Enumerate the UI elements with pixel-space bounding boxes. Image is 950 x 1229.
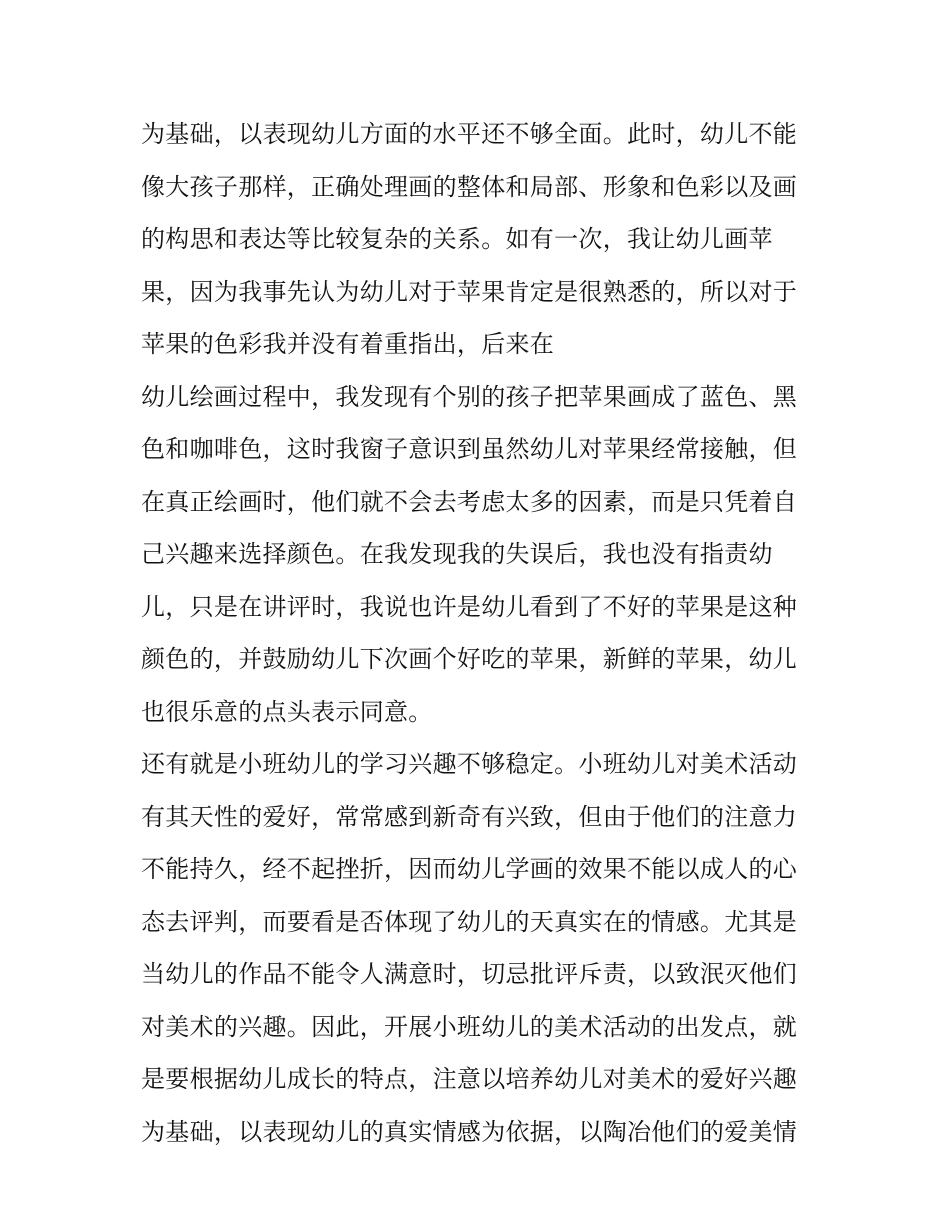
text-line: 颜色的，并鼓励幼儿下次画个好吃的苹果，新鲜的苹果，幼儿 bbox=[141, 645, 798, 673]
text-line: 儿，只是在讲评时，我说也许是幼儿看到了不好的苹果是这种 bbox=[141, 592, 798, 621]
text-line: 还有就是小班幼儿的学习兴趣不够稳定。小班幼儿对美术活动 bbox=[141, 750, 798, 778]
text-line: 是要根据幼儿成长的特点，注意以培养幼儿对美术的爱好兴趣 bbox=[141, 1065, 798, 1093]
text-line: 为基础，以表现幼儿的真实情感为依据，以陶冶他们的爱美情 bbox=[141, 1117, 798, 1146]
body-text bbox=[141, 108, 821, 1158]
text-line: 对美术的兴趣。因此，开展小班幼儿的美术活动的出发点，就 bbox=[141, 1012, 798, 1041]
text-line: 幼儿绘画过程中，我发现有个别的孩子把苹果画成了蓝色、黑 bbox=[141, 382, 798, 411]
text-line: 态去评判，而要看是否体现了幼儿的天真实在的情感。尤其是 bbox=[141, 907, 798, 936]
text-line: 在真正绘画时，他们就不会去考虑太多的因素，而是只凭着自 bbox=[141, 487, 798, 516]
text-line: 不能持久，经不起挫折，因而幼儿学画的效果不能以成人的心 bbox=[141, 855, 798, 883]
text-line: 果，因为我事先认为幼儿对于苹果肯定是很熟悉的，所以对于 bbox=[141, 277, 798, 306]
text-line: 像大孩子那样，正确处理画的整体和局部、形象和色彩以及画 bbox=[141, 172, 798, 201]
text-line: 为基础，以表现幼儿方面的水平还不够全面。此时，幼儿不能 bbox=[141, 120, 798, 148]
text-line: 也很乐意的点头表示同意。 bbox=[141, 697, 433, 726]
text-line: 色和咖啡色，这时我窗子意识到虽然幼儿对苹果经常接触，但 bbox=[141, 435, 798, 463]
text-line: 己兴趣来选择颜色。在我发现我的失误后，我也没有指责幼 bbox=[141, 540, 773, 568]
text-line: 苹果的色彩我并没有着重指出，后来在 bbox=[141, 330, 555, 358]
text-line: 当幼儿的作品不能令人满意时，切忌批评斥责，以致泯灭他们 bbox=[141, 960, 798, 988]
text-line: 有其天性的爱好，常常感到新奇有兴致，但由于他们的注意力 bbox=[141, 802, 798, 831]
text-line: 的构思和表达等比较复杂的关系。如有一次，我让幼儿画苹 bbox=[141, 225, 773, 253]
